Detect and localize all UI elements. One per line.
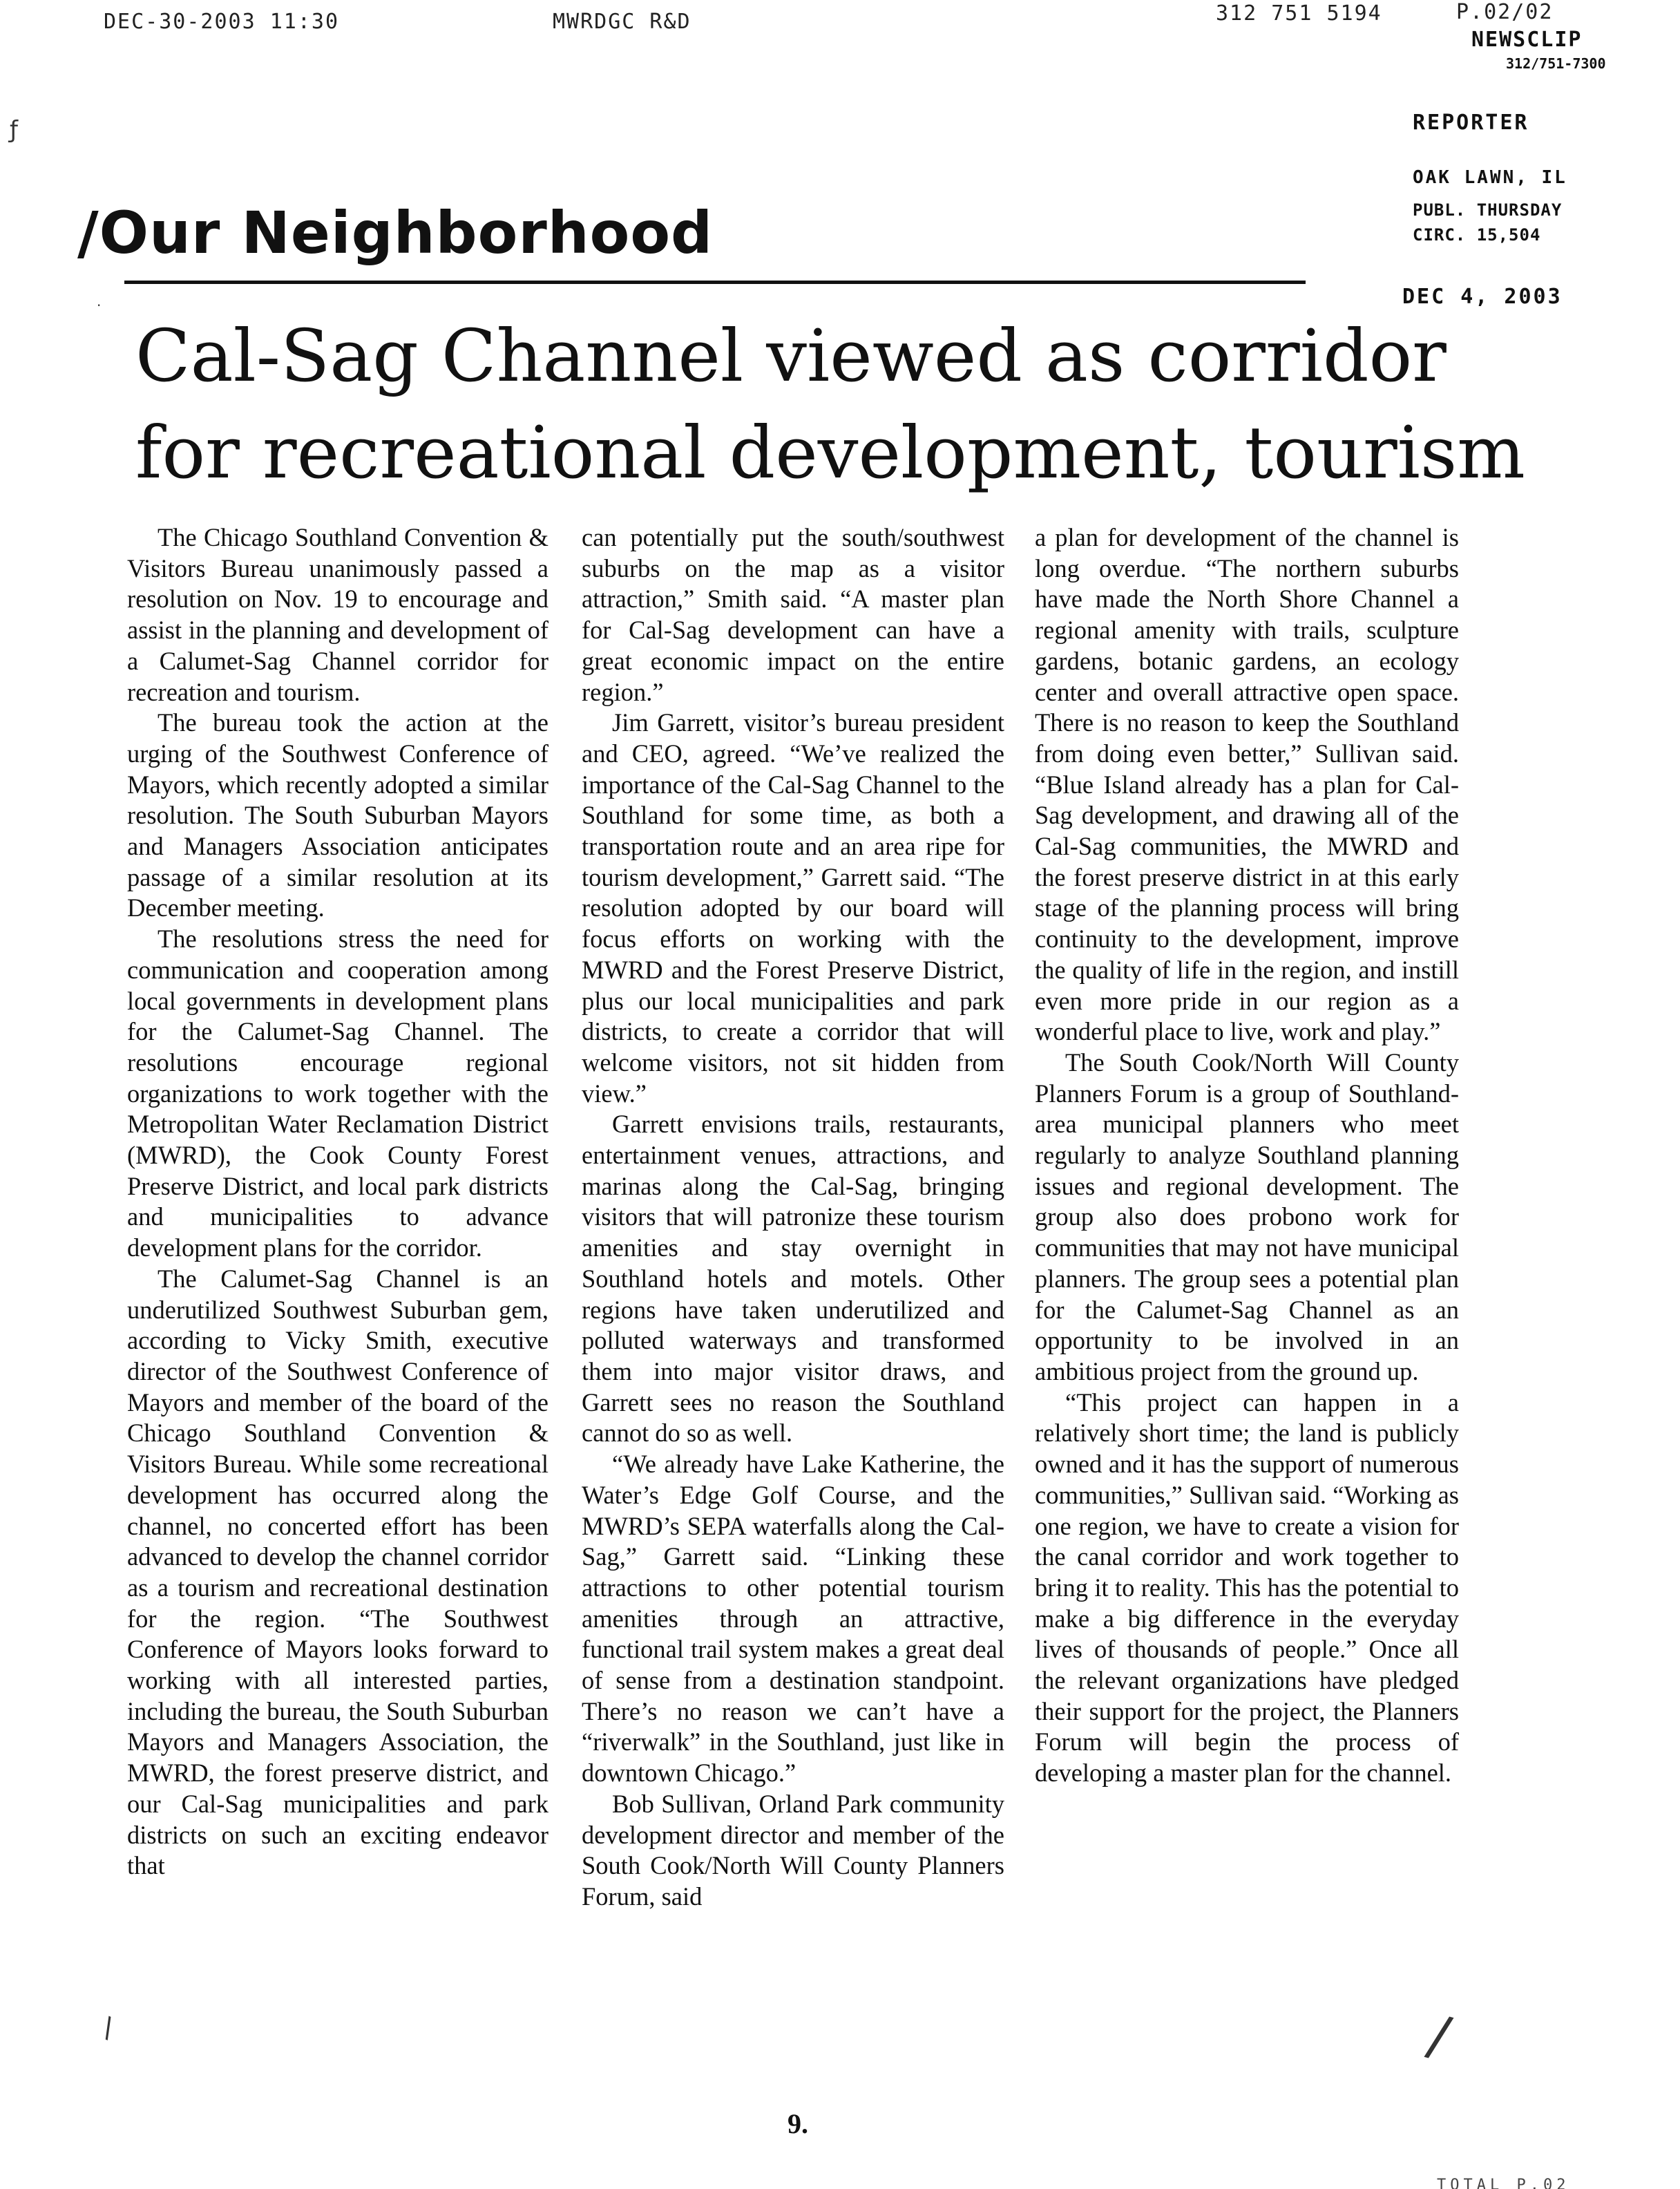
paragraph: a plan for development of the channel is long overdue. “The northern suburbs have made the North Shore Channel a regional amenity with trails, sculpture gardens, botanic gardens, an ecology center and overall attractive open space. There is no reason to keep the Southland from doing even better,” Sullivan said. “Blue Island already has a plan for Cal-Sag development, and drawing all of the Cal-Sag communities, the MWRD and the forest preserve district in at this early stage of the planning process will bring continuity to the development, improve the quality of life in the region, and instill even more pride in our region as a wonderful place to live, work and play.”: [1035, 523, 1459, 1046]
article-column-2: [582, 522, 1004, 1913]
headline-line-2: for recreational development, tourism: [135, 410, 1525, 495]
section-rule: [124, 281, 1306, 284]
paragraph: “We already have Lake Katherine, the Water’s Edge Golf Course, and the MWRD’s SEPA waterfalls along the Cal-Sag,” Garrett said. “Linking these attractions to other potential tourism amenities through an attractive, functional trail system makes a great deal of sense from a destination standpoint. There’s no reason we can’t have a “riverwalk” in the Southland, just like in downtown Chicago.”: [582, 1450, 1004, 1788]
clipping-location: OAK LAWN, IL: [1413, 167, 1567, 188]
paragraph: The Chicago Southland Convention & Visitors Bureau unanimously passed a resolution on Nov. 19 to encourage and assist in the planning and development of a Calumet-Sag Channel corridor for recreation and tourism.: [127, 523, 548, 706]
paragraph: Garrett envisions trails, restaurants, entertainment venues, attractions, and marinas along the Cal-Sag, bringing visitors that will patronize these tourism amenities and stay overnight in Southland hotels and motels. Other regions have taken underutilized and polluted waterways and transformed them into major visitor draws, and Garrett sees no reason the Southland cannot do so as well.: [582, 1110, 1004, 1448]
paragraph: Bob Sullivan, Orland Park community development director and member of the South Cook/North Will County Planners Forum, said: [582, 1789, 1004, 1911]
clipping-date: DEC 4, 2003: [1402, 285, 1563, 309]
scan-mark: ·: [97, 297, 102, 314]
paragraph: The bureau took the action at the urging of the Southwest Conference of Mayors, which recently adopted a similar resolution. The South Suburban Mayors and Managers Association anticipates passage of a similar resolution at its December meeting.: [127, 708, 548, 922]
article-column-3: [1035, 522, 1459, 1789]
paragraph: The resolutions stress the need for communication and cooperation among local governments in development plans for the Calumet-Sag Channel. The resolutions encourage regional organizations to work together with the Metropolitan Water Reclamation District (MWRD), the Cook County Forest Preserve District, and local park districts and municipalities to advance development plans for the corridor.: [127, 925, 548, 1262]
fax-sender: MWRDGC R&D: [553, 10, 691, 34]
scan-mark: ƒ: [10, 116, 18, 144]
clipping-published: PUBL. THURSDAY: [1413, 200, 1563, 220]
headline-line-1: Cal-Sag Channel viewed as corridor: [135, 314, 1447, 398]
paragraph: The Calumet-Sag Channel is an underutilized Southwest Suburban gem, according to Vicky Smith, executive director of the Southwest Conference of Mayors and member of the board of the Chicago Southland Convention & Visitors Bureau. While some recreational development has occurred along the channel, no concerted effort has been advanced to develop the channel corridor as a tourism and recreational destination for the region. “The Southwest Conference of Mayors looks forward to working with all interested parties, including the bureau, the South Suburban Mayors and Managers Association, the MWRD, the forest preserve district, and our Cal-Sag municipalities and park districts on such an exciting endeavor that: [127, 1264, 548, 1880]
paragraph: The South Cook/North Will County Planners Forum is a group of Southland-area municipal planners who meet regularly to analyze Southland planning issues and regional development. The group also does probono work for communities that may not have municipal planners. The group sees a potential plan for the Calumet-Sag Channel as an opportunity to be involved in an ambitious project from the ground up.: [1035, 1048, 1459, 1385]
footer-fragment: TOTAL P.02: [1437, 2177, 1570, 2189]
page-number: 9.: [788, 2108, 808, 2139]
fax-page-number: P.02/02: [1456, 0, 1554, 24]
fax-datetime: DEC-30-2003 11:30: [104, 10, 340, 34]
article-column-1: [127, 522, 548, 1882]
fax-phone: 312 751 5194: [1216, 1, 1382, 26]
paragraph: can potentially put the south/southwest suburbs on the map as a visitor attraction,” Smith said. “A master plan for Cal-Sag development can have a great economic impact on the entire region.”: [582, 523, 1004, 706]
clipping-service-name: NEWSCLIP: [1471, 28, 1583, 52]
paragraph: Jim Garrett, visitor’s bureau president and CEO, agreed. “We’ve realized the importance of the Cal-Sag Channel to the Southland for some time, as both a transportation route and an area ripe for tourism development,” Garrett said. “The resolution adopted by our board will focus efforts on working with the MWRD and the Forest Preserve District, plus our local municipalities and park districts, to create a corridor that will welcome visitors, not sit hidden from view.”: [582, 708, 1004, 1108]
scan-mark: /: [1422, 2002, 1457, 2069]
section-title: /Our Neighborhood: [77, 199, 714, 267]
paragraph: “This project can happen in a relatively short time; the land is publicly owned and it has the support of numerous communities,” Sullivan said. “Working as one region, we have to create a vision for the canal corridor and work together to bring it to reality. This has the potential to make a big difference in the everyday lives of thousands of people.” Once all the relevant organizations have pledged their support for the project, the Planners Forum will begin the process of developing a master plan for the channel.: [1035, 1387, 1459, 1788]
scan-mark: \: [97, 2011, 120, 2045]
clipping-publication: REPORTER: [1413, 111, 1529, 135]
clipping-circulation: CIRC. 15,504: [1413, 225, 1541, 245]
clipping-service-phone: 312/751-7300: [1506, 55, 1606, 72]
